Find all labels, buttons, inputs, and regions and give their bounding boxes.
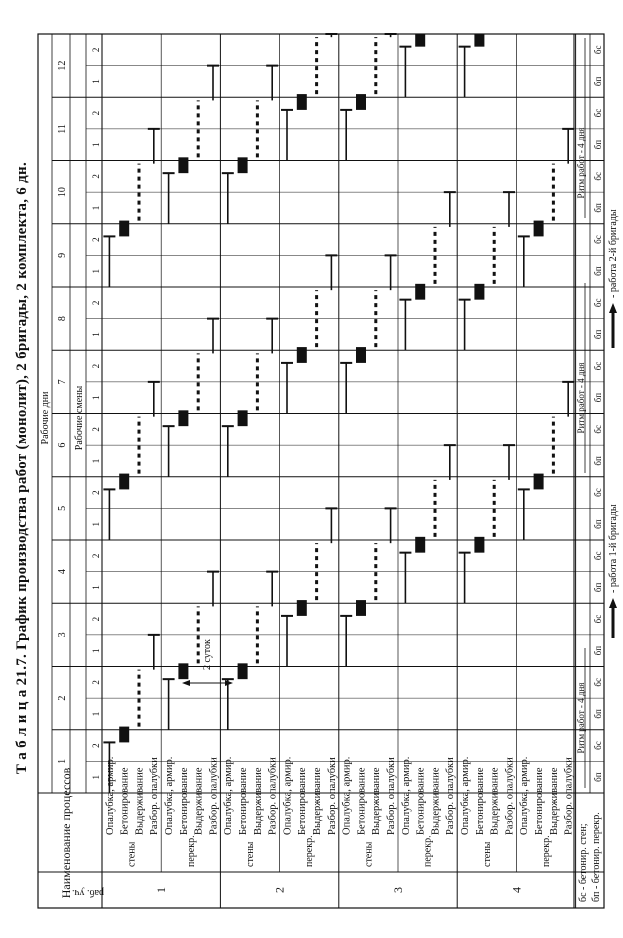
label-walls: стены bbox=[126, 841, 138, 867]
process-label: Опалубка, армир. bbox=[341, 756, 353, 835]
concreting-bar bbox=[474, 34, 484, 47]
process-label: Выдерживание bbox=[371, 767, 383, 835]
process-label: Выдерживание bbox=[489, 767, 501, 835]
process-label: Разбор. опалубки bbox=[267, 757, 279, 835]
day-label: 9 bbox=[57, 252, 68, 258]
footer-code: бп bbox=[593, 582, 603, 593]
shift-label: 2 bbox=[91, 616, 101, 622]
day-label: 7 bbox=[57, 379, 68, 385]
rhythm-1 bbox=[576, 648, 586, 788]
area-number: 2 bbox=[272, 887, 287, 893]
area-column-header: раб. уч. bbox=[71, 887, 105, 898]
shift-label: 1 bbox=[91, 458, 101, 464]
footer-code: бс bbox=[593, 361, 603, 371]
concreting-bar bbox=[356, 94, 366, 110]
shift-label: 1 bbox=[91, 79, 101, 84]
footer-code: бп bbox=[593, 392, 603, 403]
brigade-2-arrow-icon bbox=[609, 303, 617, 313]
footer-code: бп bbox=[593, 76, 603, 87]
process-label: Опалубка, армир. bbox=[460, 756, 471, 835]
interval-label: 2 суток bbox=[202, 639, 213, 670]
footer-code: бс bbox=[593, 678, 603, 687]
process-label: Опалубка, армир. bbox=[164, 756, 175, 835]
shift-label: 2 bbox=[91, 47, 101, 53]
brigade-1-label: - работа 1-й бригады bbox=[608, 504, 619, 593]
footer-code: бп bbox=[593, 266, 603, 276]
shift-label: 2 bbox=[91, 743, 101, 748]
shift-label: 1 bbox=[91, 648, 101, 653]
process-label: Выдерживание bbox=[548, 767, 560, 835]
process-label: Выдерживание bbox=[312, 767, 323, 835]
concreting-bar bbox=[178, 410, 188, 426]
process-column-header: Наименование процессов bbox=[59, 767, 73, 899]
label-slabs: перекр. bbox=[185, 835, 197, 867]
footer-code: бп bbox=[593, 456, 603, 466]
concreting-bar bbox=[297, 347, 307, 363]
day-label: 12 bbox=[57, 60, 68, 71]
interval-arrow-down-icon bbox=[225, 680, 233, 686]
concreting-bar bbox=[238, 410, 248, 426]
process-label: Разбор. опалубки bbox=[149, 757, 161, 835]
shift-label: 2 bbox=[91, 490, 101, 495]
brigade-1-legend bbox=[608, 504, 619, 638]
footer-code: бп bbox=[593, 709, 603, 719]
footer-code: бп bbox=[593, 329, 603, 340]
process-label: Выдерживание bbox=[193, 767, 205, 835]
shift-label: 2 bbox=[91, 363, 101, 369]
label-walls: стены bbox=[363, 841, 375, 867]
shift-label: 1 bbox=[91, 585, 101, 590]
process-label: Бетонирование bbox=[415, 767, 427, 835]
footer-code: бп bbox=[593, 139, 603, 150]
concreting-bar bbox=[356, 347, 366, 363]
shift-label: 2 bbox=[91, 427, 101, 432]
rhythm-3-label: Ритм работ - 4 дня bbox=[576, 127, 586, 199]
footer-code: бс bbox=[593, 741, 603, 750]
footer-code: бс bbox=[593, 108, 603, 118]
concreting-bar bbox=[119, 221, 129, 237]
footer-code: бс bbox=[593, 551, 603, 561]
process-label: Опалубка, армир. bbox=[104, 756, 116, 835]
process-label: Разбор. опалубки bbox=[208, 757, 220, 835]
day-label: 3 bbox=[57, 632, 68, 638]
area-number: 1 bbox=[154, 887, 169, 893]
day-label: 2 bbox=[57, 695, 68, 701]
process-label: Разбор. опалубки bbox=[445, 757, 457, 835]
process-label: Выдерживание bbox=[134, 767, 146, 835]
process-label: Выдерживание bbox=[430, 767, 442, 835]
shift-label: 2 bbox=[91, 300, 101, 306]
area-number: 3 bbox=[391, 887, 405, 893]
shift-label: 1 bbox=[91, 268, 101, 274]
day-label: 6 bbox=[57, 442, 68, 448]
shift-label: 1 bbox=[91, 395, 101, 400]
footer-code: бс bbox=[593, 235, 603, 244]
area-number: 4 bbox=[509, 887, 524, 893]
footer-code: бп bbox=[593, 645, 603, 656]
footer-code: бп bbox=[593, 772, 603, 782]
shift-label: 1 bbox=[91, 332, 101, 337]
concreting-bar bbox=[474, 537, 484, 553]
concreting-bar bbox=[178, 157, 188, 173]
concreting-bar bbox=[534, 474, 544, 490]
concreting-bar bbox=[415, 34, 425, 47]
rhythm-2 bbox=[576, 283, 586, 473]
concreting-bar bbox=[119, 727, 129, 743]
process-label: Выдерживание bbox=[252, 767, 264, 835]
concreting-bar bbox=[474, 284, 484, 300]
footer-code: бс bbox=[593, 45, 603, 55]
footer-code: бп bbox=[593, 203, 603, 213]
concreting-bar bbox=[415, 537, 425, 553]
shift-label: 1 bbox=[91, 774, 101, 780]
shift-label: 2 bbox=[91, 553, 101, 559]
process-label: Опалубка, армир. bbox=[519, 756, 531, 835]
process-label: Опалубка, армир. bbox=[400, 756, 412, 835]
rhythm-3 bbox=[576, 38, 586, 218]
process-label: Опалубка, армир. bbox=[282, 756, 294, 835]
process-label: Разбор. опалубки bbox=[326, 757, 338, 835]
interval-arrow-up-icon bbox=[182, 680, 190, 686]
footer-code: бп bbox=[593, 519, 603, 529]
process-label: Опалубка, армир. bbox=[223, 756, 235, 835]
row-labels bbox=[105, 757, 575, 893]
rhythm-1-label: Ритм работ - 4 дня bbox=[576, 682, 586, 754]
shift-label: 1 bbox=[91, 711, 101, 717]
concreting-bar bbox=[415, 284, 425, 300]
brigade-1-arrow-icon bbox=[609, 598, 617, 608]
process-label: Разбор. опалубки bbox=[386, 757, 397, 835]
label-slabs: перекр. bbox=[422, 835, 434, 867]
day-label: 5 bbox=[57, 505, 68, 511]
legend-walls: бс - бетонир. стен; bbox=[578, 823, 589, 902]
concreting-bar bbox=[297, 600, 307, 616]
shift-label: 1 bbox=[91, 142, 101, 147]
concreting-bar bbox=[238, 157, 248, 173]
day-label: 1 bbox=[57, 758, 68, 764]
footer-code: бс bbox=[593, 298, 603, 308]
process-label: Бетонирование bbox=[534, 767, 545, 835]
shift-label: 2 bbox=[91, 110, 101, 116]
concreting-bar bbox=[534, 221, 544, 237]
working-days-header: Рабочие дни bbox=[40, 391, 51, 445]
rhythm-2-label: Ритм работ - 4 дня bbox=[576, 362, 586, 434]
process-label: Бетонирование bbox=[238, 767, 249, 835]
shift-label: 1 bbox=[91, 205, 101, 211]
label-slabs: перекр. bbox=[541, 835, 552, 867]
process-label: Бетонирование bbox=[178, 767, 190, 835]
footer bbox=[574, 34, 619, 908]
process-label: Бетонирование bbox=[474, 767, 486, 835]
process-label: Разбор. опалубки bbox=[563, 757, 575, 835]
shift-label: 2 bbox=[91, 174, 101, 179]
legend-slabs: бп - бетонир. перекр. bbox=[591, 812, 602, 902]
concreting-bar bbox=[119, 474, 129, 490]
footer-code: бс bbox=[593, 172, 603, 181]
brigade-2-legend bbox=[608, 209, 619, 348]
day-label: 11 bbox=[57, 124, 68, 134]
process-label: Бетонирование bbox=[297, 767, 309, 835]
label-walls: стены bbox=[245, 841, 256, 867]
concreting-bar bbox=[356, 600, 366, 616]
shift-label: 1 bbox=[91, 521, 101, 527]
working-shifts-header: Рабочие смены bbox=[74, 385, 85, 451]
shift-label: 2 bbox=[91, 680, 101, 685]
day-label: 4 bbox=[57, 569, 68, 575]
brigade-2-label: - работа 2-й бригады bbox=[608, 209, 619, 298]
label-walls: стены bbox=[481, 841, 493, 867]
day-label: 8 bbox=[57, 316, 68, 322]
concreting-bar bbox=[297, 94, 307, 110]
footer-code: бс bbox=[593, 488, 603, 497]
table-caption: Т а б л и ц а 21.7. График производства работ (монолит), 2 бригады, 2 комплекта, 6 дн. bbox=[14, 161, 30, 775]
process-label: Бетонирование bbox=[119, 767, 131, 835]
concreting-bar bbox=[238, 663, 248, 679]
label-slabs: перекр. bbox=[304, 835, 316, 867]
concreting-bar bbox=[178, 663, 188, 679]
process-label: Разбор. опалубки bbox=[504, 757, 516, 835]
footer-code: бс bbox=[593, 614, 603, 624]
day-label: 10 bbox=[57, 187, 68, 198]
footer-code: бс bbox=[593, 425, 603, 434]
shift-label: 2 bbox=[91, 237, 101, 242]
process-label: Бетонирование bbox=[356, 767, 368, 835]
